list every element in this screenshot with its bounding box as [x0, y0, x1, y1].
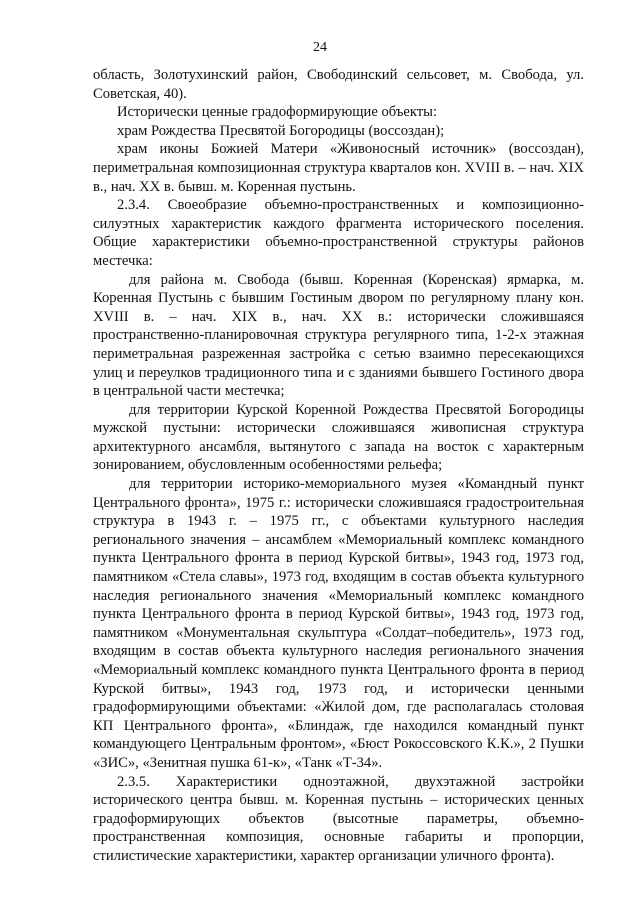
paragraph: для территории историко-мемориального музея «Командный пункт Центрального фронта», 1975 г.: исторически сложившаяся градостроительная структура в 1943 г. – 1975 гг., с объектами культурного наследия регионального значения – ансамблем «Мемориальный комплекс командного пункта Центрального фронта в период Курской битвы», 1943 год, 1973 год, памятником «Стела славы», 1973 год, входящим в состав объекта культурного наследия регионального значения «Мемориальный комплекс командного пункта Центрального фронта в период Курской битвы», 1943 год, 1973 год, памятником «Монументальная скульптура «Солдат–победитель», 1973 год, входящим в состав объекта культурного наследия регионального значения «Мемориальный комплекс командного пункта Центрального фронта в период Курской битвы», 1943 год, 1973 год, и исторически ценными градоформирующими объектами: «Жилой дом, где располагалась столовая КП Центрального фронта», «Блиндаж, где находился командный пункт командующего Центральным фронтом», «Бюст Рокоссовского К.К.», 2 Пушки «ЗИС», «Зенитная пушка 61-к», «Танк «Т-34».: [93, 476, 584, 771]
paragraph: храм Рождества Пресвятой Богородицы (воссоздан);: [117, 122, 445, 139]
document-body: [93, 66, 584, 866]
paragraph: 2.3.4. Своеобразие объемно-пространственных и композиционно-силуэтных характеристик каждого фрагмента исторического поселения. Общие характеристики объемно-пространственной структуры районов местечка:: [93, 197, 584, 269]
paragraph: для района м. Свобода (бывш. Коренная (Коренская) ярмарка, м. Коренная Пустынь с бывшим Гостиным двором по регулярному плану кон. XVIII в. – нач. XIX в., нач. XX в.: исторически сложившаяся пространственно-планировочная структура регулярного типа, 1-2-х этажная периметральная разреженная застройка с сетью взаимно пересекающихся улиц и переулков традиционного типа и с зданиями бывшего Гостиного двора в центральной части местечка;: [93, 271, 584, 400]
paragraph: храм иконы Божией Матери «Живоносный источник» (воссоздан), периметральная композиционная структура кварталов кон. XVIII в. – нач. XIX в., нач. XX в. бывш. м. Коренная пустынь.: [93, 141, 584, 195]
page-number: 24: [313, 40, 327, 55]
paragraph: для территории Курской Коренной Рождества Пресвятой Богородицы мужской пустыни: исторически сложившаяся живописная структура архитектурного ансамбля, вытянутого с запада на восток с характерным зонированием, обусловленным особенностями рельефа;: [93, 401, 584, 474]
paragraph: область, Золотухинский район, Свободинский сельсовет, м. Свобода, ул. Советская, 40).: [93, 67, 584, 102]
paragraph: 2.3.5. Характеристики одноэтажной, двухэтажной застройки исторического центра бывш. м. Коренная пустынь – исторических ценных градоформирующих объектов (высотные параметры, объемно-пространственная композиция, основные габариты и пропорции, стилистические характеристики, характер организации уличного фронта).: [93, 773, 584, 864]
paragraph: Исторически ценные градоформирующие объекты:: [117, 104, 438, 121]
